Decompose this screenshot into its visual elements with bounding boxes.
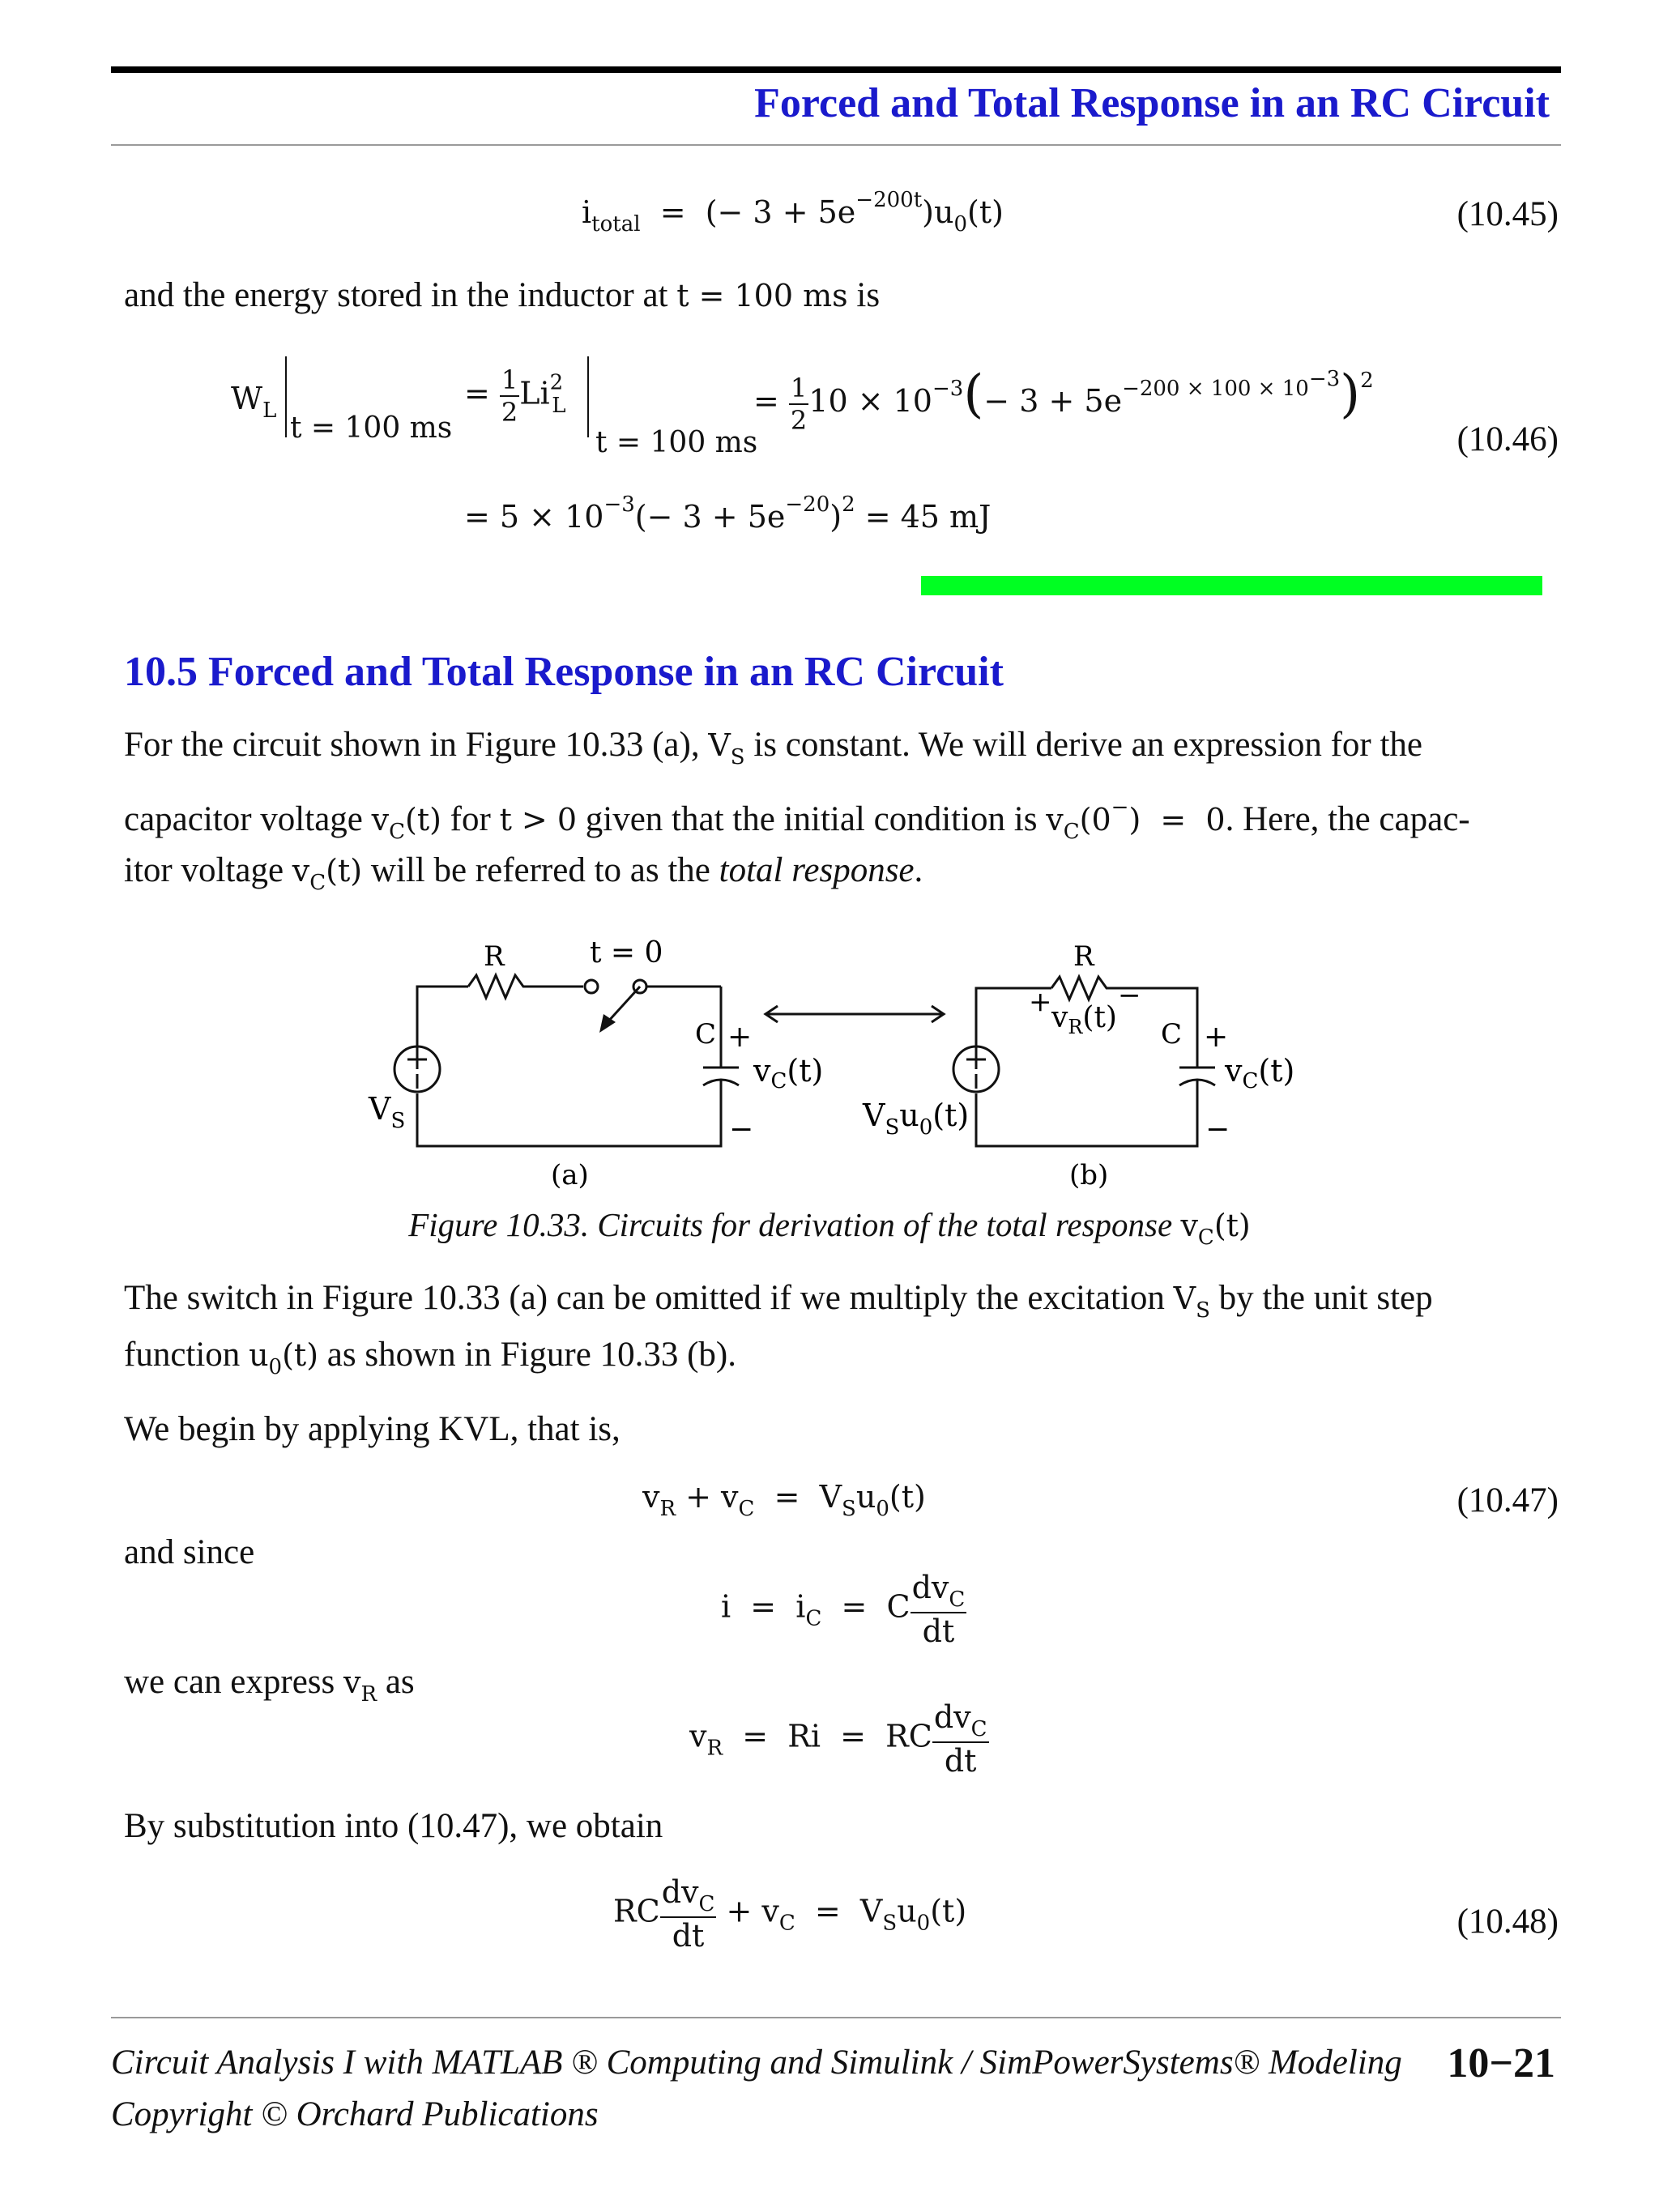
label-R-a: R [484, 940, 505, 973]
resistor-a [468, 975, 583, 998]
label-minus-b: − [1205, 1113, 1230, 1146]
label-plus-b: + [1204, 1021, 1229, 1054]
paragraph-1-line-3: itor voltage $v_C(t)$ will be referred to as the total response. [124, 851, 923, 895]
energy-intro-line: and the energy stored in the inductor at t = 100 ms is [124, 276, 881, 314]
eval-bar-2 [587, 356, 589, 437]
header-divider [111, 144, 1561, 146]
equation-10-47: $v_R + v_C = V_Su_0(t)$ [642, 1479, 926, 1521]
equation-number: (10.45) [1456, 195, 1559, 233]
and-since: and since [124, 1533, 255, 1571]
svg-text:vC(t): $v_C(t)$ [1225, 1053, 1295, 1093]
page-number: 10−21 [1447, 2040, 1555, 2086]
wire-a-left-top [417, 987, 468, 1069]
equation-current: $i = i_C = C$ $\frac{dv_C}{dt}$ [721, 1570, 966, 1649]
footer-divider [111, 2017, 1561, 2018]
label-vsu-b: V [863, 1097, 885, 1133]
paragraph-2-line-2: function $u_0(t)$ as shown in Figure 10.33 (b). [124, 1336, 736, 1379]
equation-10-46-left: $W_L$ [231, 381, 277, 423]
equation-10-46-mid: = $\frac{1}{2}$ $Li^2_L$ [464, 364, 566, 428]
label-vc-b: v [1225, 1053, 1243, 1089]
eval-bar [285, 356, 287, 437]
svg-text:VS: $V_S$ [369, 1091, 406, 1133]
section-title: 10.5 Forced and Total Response in an RC Circuit [124, 649, 1004, 695]
svg-text:vR(t): $v_R(t)$ [1051, 1001, 1117, 1038]
footer-book-title: Circuit Analysis I with MATLAB ® Computing and Simulink / SimPowerSystems® Modeling [111, 2044, 1402, 2082]
label-b: (b) [1069, 1159, 1109, 1191]
label-minus-a: − [729, 1113, 754, 1146]
label-a: (a) [551, 1159, 589, 1191]
paragraph-2-line-1: The switch in Figure 10.33 (a) can be omitted if we multiply the excitation $V_S$ by the unit step [124, 1279, 1433, 1323]
equation-10-48: RC $\frac{dv_C}{dt}$ + $v_C = V_Su_0(t)$ [613, 1874, 967, 1954]
figure-10-33 [0, 923, 1659, 1199]
highlight-bar [921, 576, 1542, 595]
label-R-b: R [1073, 940, 1094, 973]
label-plus-vr: + [1029, 986, 1052, 1018]
substitution-line: By substitution into (10.47), we obtain [124, 1807, 663, 1845]
running-title: Forced and Total Response in an RC Circuit [754, 80, 1550, 126]
label-minus-vr: − [1118, 979, 1141, 1012]
equation-number: (10.46) [1456, 420, 1559, 458]
paragraph-3: We begin by applying KVL, that is, [124, 1410, 621, 1448]
equation-vr: $v_R = Ri$ = RC $\frac{dv_C}{dt}$ [689, 1699, 987, 1779]
eval-subscript-2: t = 100 ms [595, 426, 758, 459]
eval-subscript: t = 100 ms [290, 411, 453, 445]
paragraph-1-line-2: capacitor voltage $v_C(t)$ for t > 0 given that the initial condition is $v_C(0^-) = 0$. Here, the capac- [124, 795, 1470, 844]
label-vs-a: V [369, 1091, 391, 1127]
switch-contact-left [585, 980, 598, 993]
label-switch: t = 0 [590, 936, 663, 970]
footer-copyright: Copyright © Orchard Publications [111, 2095, 599, 2133]
figure-caption: Figure 10.33. Circuits for derivation of the total response $v_C(t)$ [408, 1206, 1251, 1250]
equation-10-46-line2: = $5 \times 10^{-3}(- 3 + 5e^{-20})^2 = 45$ mJ [464, 492, 992, 535]
label-vr-b: v [1051, 1001, 1068, 1034]
equation-number: (10.48) [1456, 1903, 1559, 1941]
equation-10-46-right: = $\frac{1}{2}$ $10 \times 10^{-3}(- 3 + 5e^{-200 \times 100 \times 10-3})^2$ [753, 364, 1374, 436]
equation-10-45: $i_{total}$ = (− $3 + 5e^{-200t})u_0(t)$ [582, 188, 1004, 237]
equation-number: (10.47) [1456, 1481, 1559, 1519]
svg-text:VSu0(t): $V_Su_0(t)$ [863, 1097, 970, 1140]
label-plus-a: + [727, 1021, 753, 1054]
express-line: we can express $v_R$ as [124, 1663, 415, 1707]
label-C-b: C [1161, 1018, 1183, 1051]
svg-text:vC(t): $v_C(t)$ [753, 1053, 824, 1093]
label-C-a: C [695, 1018, 717, 1051]
top-rule [111, 66, 1561, 73]
label-vc-a: v [753, 1053, 771, 1089]
paragraph-1-line-1: For the circuit shown in Figure 10.33 (a), $V_S$ is constant. We will derive an expression for the [124, 726, 1423, 769]
